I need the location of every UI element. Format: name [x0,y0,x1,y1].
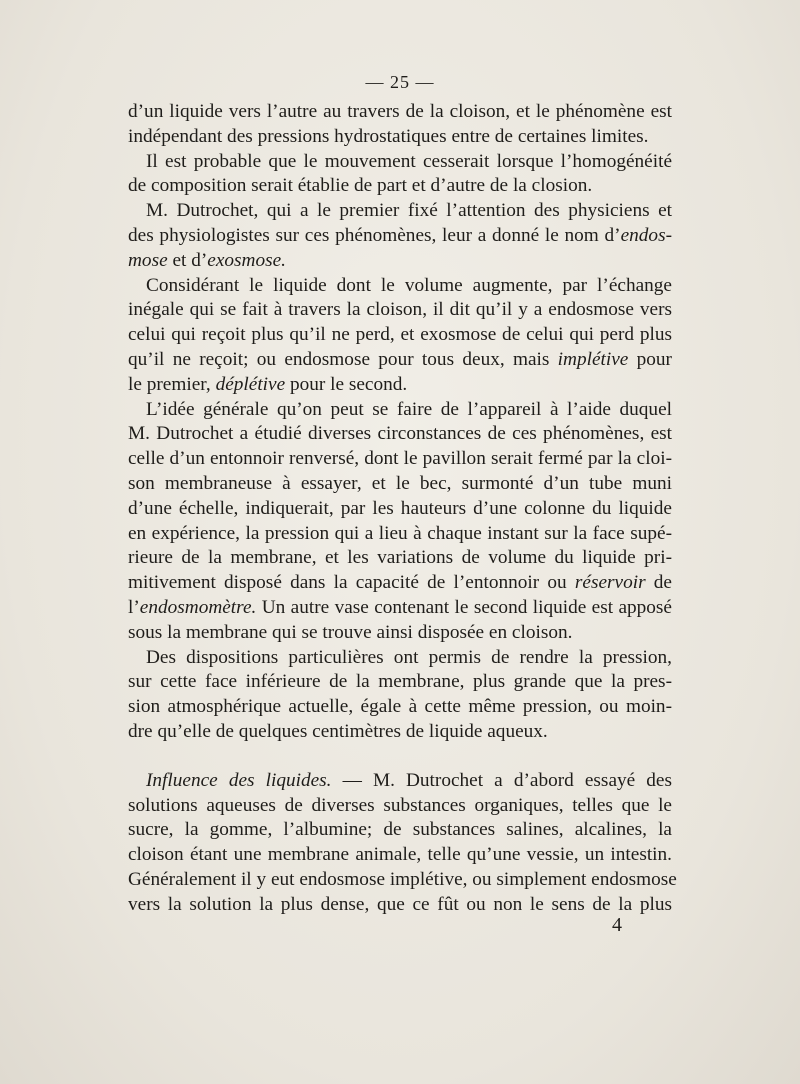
text-run: M. Dutrochet, qui a le premier fixé l’attention des physiciens et [146,200,672,222]
text-run: sur cette face inférieure de la membrane, plus grande que la pres- [128,671,672,693]
text-run: celle d’un entonnoir renversé, dont le pavillon serait fermé par la cloi- [128,448,672,470]
text-line [128,125,672,150]
text-run: cloison étant une membrane animale, telle qu’une vessie, un intestin. [128,844,672,866]
italic-run: mose [128,249,168,271]
text-run: des physiologistes sur ces phénomènes, leur a donné le nom d’ [128,224,621,246]
italic-run: exosmose. [207,249,286,271]
text-line [128,199,672,224]
italic-run: implétive [557,348,629,370]
text-line [128,422,672,447]
section-heading: Influence des liquides. [146,769,332,791]
text-run: — M. Dutrochet a d’abord essayé des [331,769,672,791]
text-run: inégale qui se fait à travers la cloison, il dit qu’il y a endosmose vers [128,299,672,321]
text-run: M. Dutrochet a étudié diverses circonstances de ces phénomènes, est [128,423,672,445]
text-run: de composition serait établie de part et d’autre de la closion. [128,175,593,197]
text-line [128,100,672,125]
italic-run: déplétive [215,373,286,395]
text-line [128,868,677,893]
text-line [128,794,672,819]
text-run: Généralement il y eut endosmose implétive, ou simplement endosmose [128,868,677,890]
text-run: pour le second. [285,373,408,395]
text-run: d’un liquide vers l’autre au travers de la cloison, et le phénomène est [128,101,672,122]
signature-mark: 4 [612,914,622,936]
italic-run: endosmomètre. [139,596,257,618]
page-number: — 25 — [365,72,435,92]
text-line [128,571,672,596]
text-run: indépendant des pressions hydrostatiques entre de certaines limites. [128,125,649,147]
text-line [128,843,672,868]
text-line [128,596,672,621]
text-line [128,323,672,348]
italic-run: réservoir [574,572,646,594]
italic-run: endos- [620,224,672,246]
text-run: celui qui reçoit plus qu’il ne perd, et exosmose de celui qui perd plus [128,324,672,346]
text-line [128,646,672,671]
text-run: de [645,572,672,594]
text-line [128,348,672,373]
text-line [128,769,672,794]
body-text [128,100,677,918]
text-run: sion atmosphérique actuelle, égale à cette même pression, ou moin- [128,696,672,718]
text-run: le premier, [128,373,216,395]
text-run: Considérant le liquide dont le volume augmente, par l’échange [146,274,672,296]
text-run: sous la membrane qui se trouve ainsi disposée en cloison. [128,621,573,643]
text-line [128,695,672,720]
text-run: L’idée générale qu’on peut se faire de l’appareil à l’aide duquel [146,398,672,420]
text-run: Des dispositions particulières ont permis de rendre la pression, [146,646,672,668]
text-line [128,447,672,472]
text-run: qu’il ne reçoit; ou endosmose pour tous deux, mais [128,348,558,370]
text-run: d’une échelle, indiquerait, par les hauteurs d’une colonne du liquide [128,497,672,519]
text-line [128,224,672,249]
text-line [128,373,672,398]
text-run: Il est probable que le mouvement cesserait lorsque l’homogénéité [146,150,672,172]
text-line [128,497,672,522]
text-run: solutions aqueuses de diverses substances organiques, telles que le [128,794,672,816]
text-line [128,818,672,843]
text-run: rieure de la membrane, et les variations de volume du liquide pri- [128,547,672,569]
text-run: et d’ [167,249,208,271]
text-line [128,298,672,323]
text-line [128,720,672,745]
text-line [128,174,672,199]
text-run: son membraneuse à essayer, et le bec, surmonté d’un tube muni [128,472,672,494]
text-run: mitivement disposé dans la capacité de l’entonnoir ou [128,572,575,594]
text-line [128,522,672,547]
text-run: vers la solution la plus dense, que ce fût ou non le sens de la plus [128,893,672,915]
text-run: l’ [128,596,140,618]
text-line [128,893,672,918]
text-run: sucre, la gomme, l’albumine; de substances salines, alcalines, la [128,819,672,841]
text-run: pour [628,348,672,370]
text-run: Un autre vase contenant le second liquide est apposé [256,596,672,618]
text-run: en expérience, la pression qui a lieu à chaque instant sur la face supé- [128,522,672,544]
text-line [128,621,672,646]
text-line [128,670,672,695]
text-line [128,398,672,423]
text-line [128,472,672,497]
text-line [128,249,672,274]
text-run: dre qu’elle de quelques centimètres de liquide aqueux. [128,720,548,742]
text-line [128,546,672,571]
text-line [128,150,672,175]
text-line [128,274,672,299]
paragraph-gap [128,745,672,769]
